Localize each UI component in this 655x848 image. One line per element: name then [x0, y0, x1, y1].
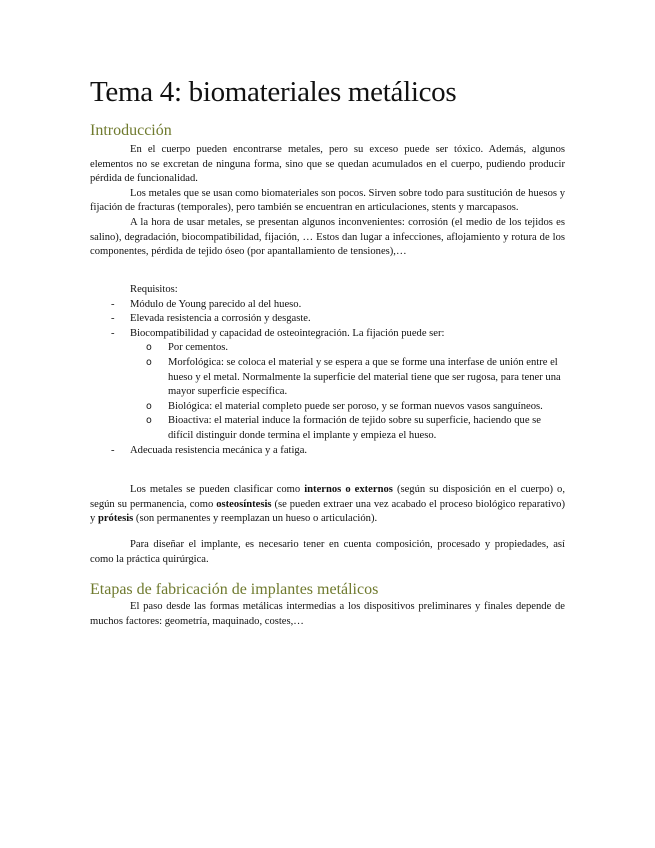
sublist-item-text: Por cementos. [168, 342, 229, 354]
intro-paragraph: Los metales que se usan como biomateriales son pocos. Sirven sobre todo para sustitución de huesos y fijación de fracturas (temporales), pero también se encuentran en articulaciones, stents y marcapasos. [90, 187, 565, 214]
list-item-text: Adecuada resistencia mecánica y a fatiga. [130, 444, 308, 456]
intro-paragraph: A la hora de usar metales, se presentan algunos inconvenientes: corrosión (el medio de los tejidos es salino), degradación, biocompatibilidad, fijación, … Estos dan lugar a infecciones, aflojamiento y rotura de los componentes, pérdida de tejido óseo (por apantallamiento de tensiones),… [90, 216, 565, 258]
clasificacion-paragraph [90, 483, 565, 527]
sublist-item-text: Morfológica: se coloca el material y se espera a que se forme una interfase de unión entre el hueso y el metal. Normalmente la superficie del material tiene que ser rugosa, para tener una mayor superficie específica. [168, 356, 561, 398]
disenar-section [90, 538, 565, 567]
list-item-text: Módulo de Young parecido al del hueso. [130, 298, 302, 310]
list-item [90, 312, 565, 327]
sublist-item-text: Biológica: el material completo puede ser poroso, y se forman nuevos vasos sanguíneos. [168, 400, 543, 412]
requisitos-section [90, 283, 565, 458]
dash-bullet: - [111, 313, 115, 325]
term-protesis: prótesis [97, 513, 134, 525]
circle-bullet: o [146, 342, 152, 354]
list-item-text: Elevada resistencia a corrosión y desgaste. [130, 313, 311, 325]
section-heading-etapas: Etapas de fabricación de implantes metálicos [90, 581, 379, 598]
circle-bullet: o [146, 356, 152, 368]
section-heading-introduccion: Introducción [90, 122, 172, 139]
fijacion-sublist [90, 341, 565, 443]
circle-bullet: o [146, 400, 152, 412]
list-item [90, 327, 565, 444]
clasificacion-text: (son permanentes y reemplazan un hueso o articulación). [133, 513, 378, 525]
term-internos-externos: internos o externos [304, 484, 393, 495]
requisitos-label: Requisitos: [130, 284, 178, 295]
etapas-section [90, 600, 565, 629]
term-osteosintesis: osteosíntesis [216, 498, 272, 510]
list-item [90, 444, 565, 459]
circle-bullet: o [146, 415, 152, 427]
clasificacion-text: (según su disposición en el cuerpo) o, según su permanencia, como [90, 484, 565, 510]
sublist-item [90, 414, 565, 443]
etapas-paragraph: El paso desde las formas metálicas intermedias a los dispositivos preliminares y finales depende de muchos factores: geometría, maquinado, costes,… [90, 601, 565, 627]
intro-section [90, 143, 565, 260]
list-item-text: Biocompatibilidad y capacidad de osteointegración. La fijación puede ser: [130, 327, 445, 339]
requisitos-list [90, 298, 565, 459]
intro-paragraph: En el cuerpo pueden encontrarse metales, pero su exceso puede ser tóxico. Además, algunos elementos no se excretan de ninguna forma, sino que se quedan acumulados en el cuerpo, pudiendo producir pérdida de funcionalidad. [90, 144, 565, 185]
dash-bullet: - [111, 327, 115, 339]
sublist-item-text: Bioactiva: el material induce la formación de tejido sobre su superficie, haciendo que se difícil distinguir donde termina el implante y empieza el hueso. [168, 415, 541, 441]
sublist-item [90, 356, 565, 400]
sublist-item [90, 341, 565, 356]
clasificacion-text: Los metales se pueden clasificar como [130, 484, 305, 495]
page-title: Tema 4: biomateriales metálicos [90, 76, 457, 108]
dash-bullet: - [111, 298, 115, 310]
clasificacion-section [90, 483, 565, 527]
clasificacion-text: (se pueden extraer una vez acabado el proceso biológico reparativo) y [90, 498, 565, 525]
sublist-item [90, 400, 565, 415]
list-item [90, 298, 565, 313]
dash-bullet: - [111, 444, 115, 456]
disenar-paragraph: Para diseñar el implante, es necesario tener en cuenta composición, procesado y propiedades, así como la práctica quirúrgica. [90, 539, 565, 565]
